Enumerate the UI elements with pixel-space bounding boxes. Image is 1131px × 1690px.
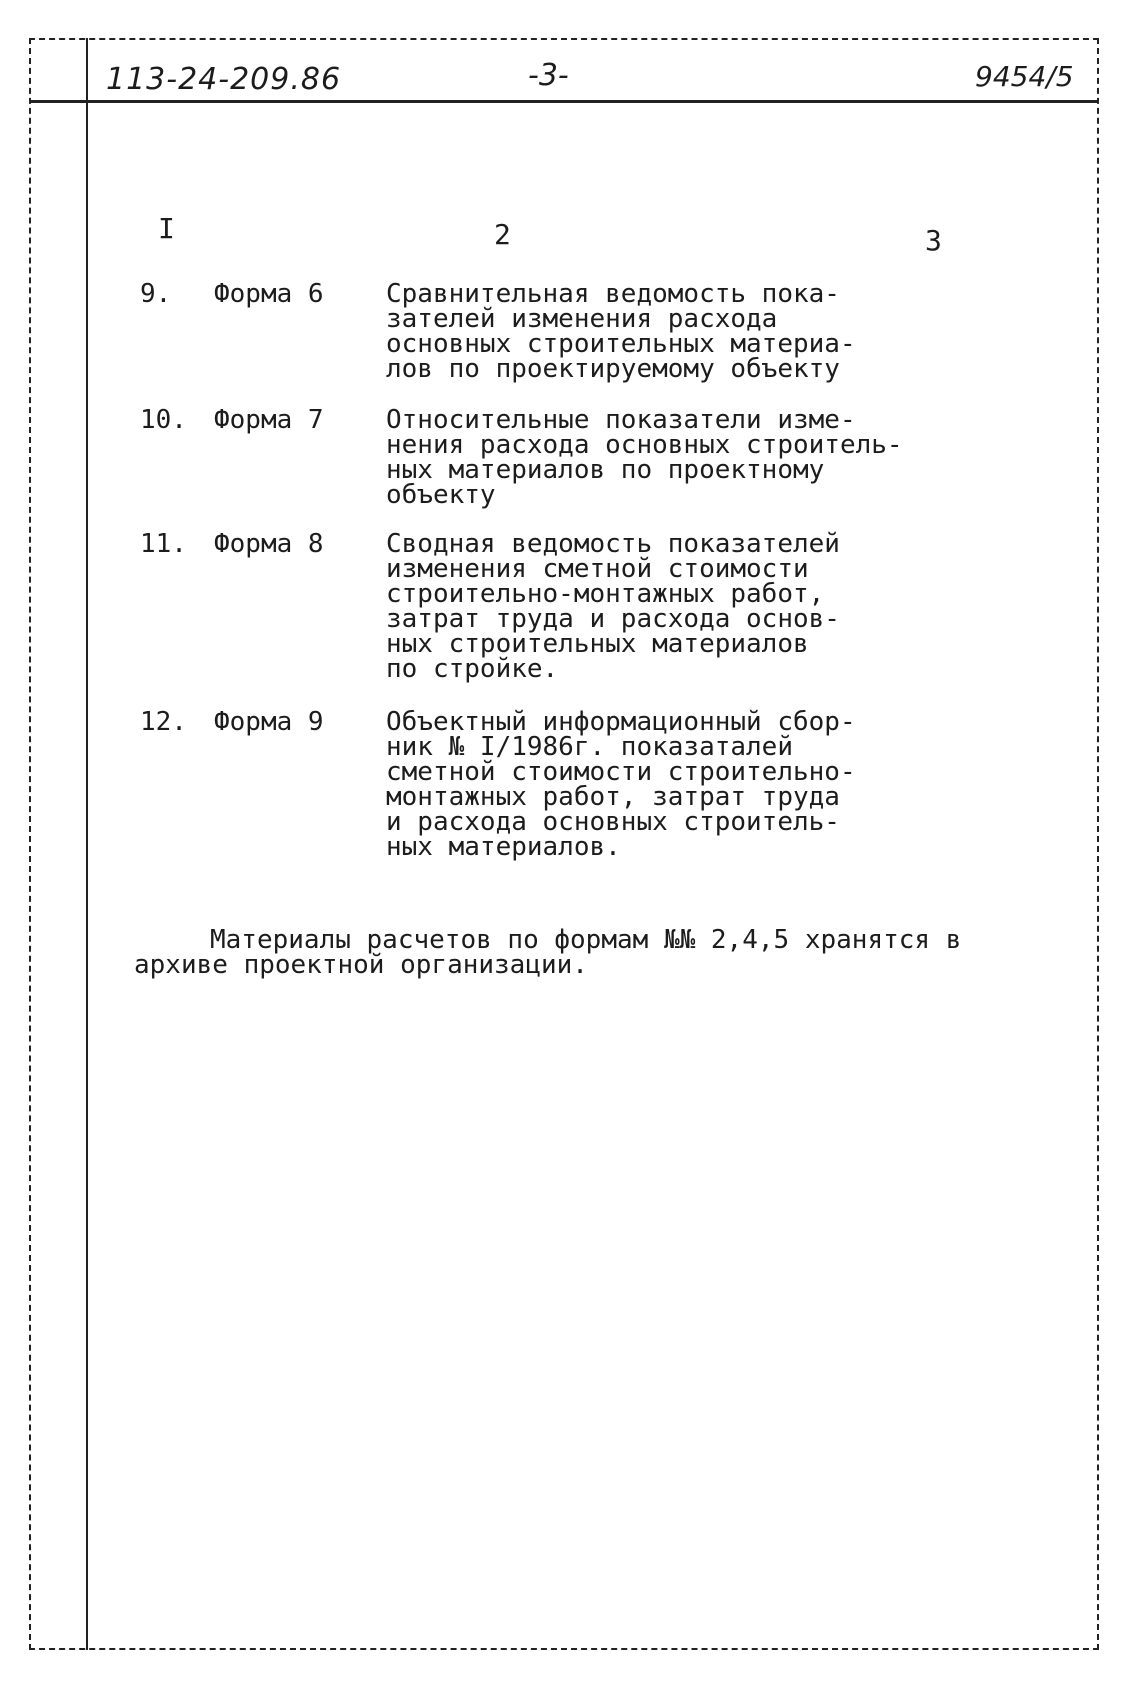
frame-bottom	[29, 1648, 1099, 1650]
frame-left-outer	[29, 38, 31, 1650]
row-description: Сводная ведомость показателей изменения сметной стоимости строительно-монтажных работ, затрат труда и расхода основ- ных строительных материалов по стройке.	[386, 529, 840, 684]
row-form: Форма 9	[214, 707, 324, 737]
column-header-1: I	[158, 212, 175, 245]
row-number: 9.	[140, 279, 172, 309]
row-description: Относительные показатели изме- нения расхода основных строитель- ных материалов по проектному объекту	[386, 405, 903, 510]
row-description: Объектный информационный сбор- ник № I/1986г. показаталей сметной стоимости строительно- монтажных работ, затрат труда и расхода основных строитель- ных материалов.	[386, 707, 856, 862]
row-number: 11.	[140, 529, 187, 559]
row-number: 10.	[140, 405, 187, 435]
row-description: Сравнительная ведомость пока- зателей изменения расхода основных строительных материа- лов по проектируемому объекту	[386, 279, 856, 384]
row-form: Форма 7	[214, 405, 324, 435]
page-number: -3-	[528, 58, 569, 93]
row-number: 12.	[140, 707, 187, 737]
column-header-2: 2	[494, 218, 511, 251]
archive-note: Материалы расчетов по формам №№ 2,4,5 хранятся в архиве проектной организации.	[134, 925, 962, 980]
frame-left-inner	[86, 38, 88, 1650]
header-rule	[29, 100, 1099, 103]
column-header-3: 3	[925, 224, 942, 257]
frame-top	[29, 38, 1099, 40]
document-code: 113-24-209.86	[106, 62, 342, 97]
sheet-number: 9454/5	[975, 60, 1074, 93]
row-form: Форма 8	[214, 529, 324, 559]
frame-right	[1097, 38, 1099, 1650]
row-form: Форма 6	[214, 279, 324, 309]
